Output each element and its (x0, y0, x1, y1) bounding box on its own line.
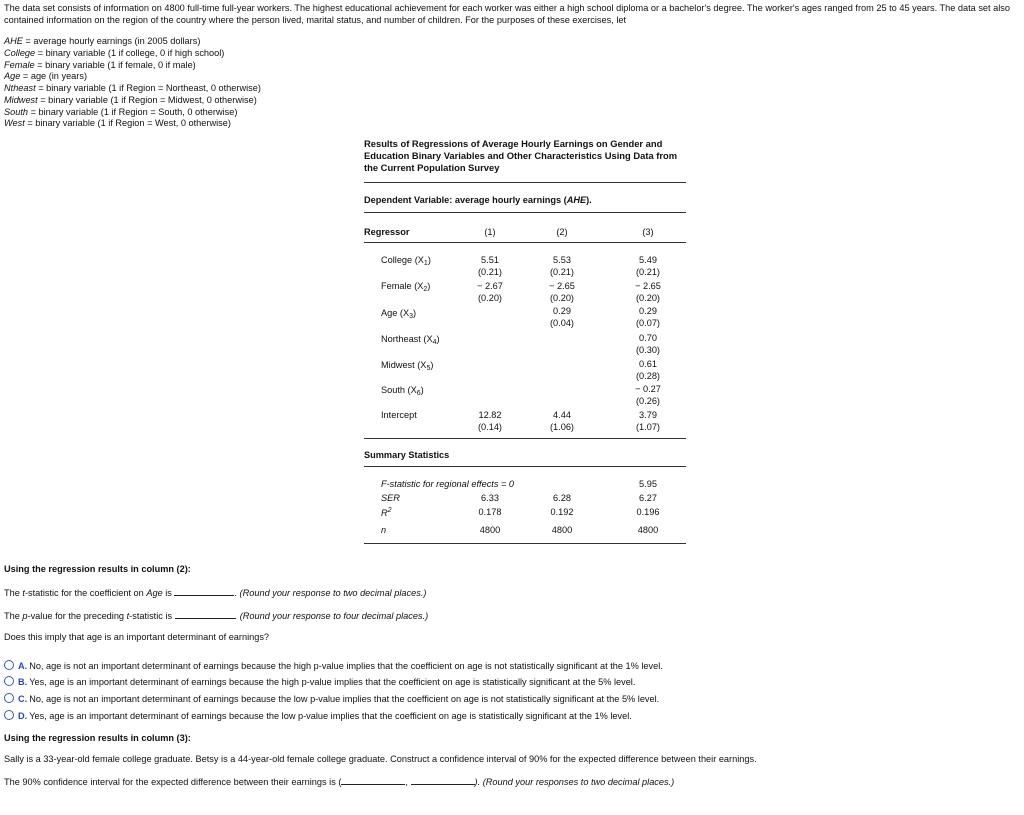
cell-midwest-3: 0.61 (0.28) (635, 359, 660, 381)
definition-west: West = binary variable (1 if Region = West, 0 otherwise) (4, 118, 231, 129)
row-label-college: College $(X_1)$ (381, 255, 431, 267)
cell-female-1: − 2.67 (0.20) (477, 281, 503, 303)
ser-label: SER (381, 493, 400, 503)
table-rule-summary (364, 466, 686, 467)
n-label: n (381, 525, 387, 535)
row-label-age: Age $(X_3)$ (381, 308, 417, 320)
table-rule-summary-top (364, 438, 686, 439)
ci-upper-input[interactable] (411, 775, 475, 785)
regressor-header: Regressor (364, 227, 410, 237)
fstat-label: F-statistic for regional effects = 0 (381, 479, 515, 489)
question-sally-betsy: Sally is a 33-year-old female college graduate. Betsy is a 44-year-old female college graduate. Construct a confidence interval of 90% for the expected difference between their earnings. (4, 754, 757, 764)
p-value-input[interactable] (175, 609, 235, 619)
n-value-1: 4800 (479, 525, 501, 535)
radio-icon[interactable] (4, 676, 14, 686)
row-label-midwest: Midwest $(X_5)$ (381, 360, 434, 372)
section1-header: Using the regression results in column (2): (4, 564, 191, 574)
fstat-value-3: 5.95 (639, 479, 657, 489)
radio-icon[interactable] (4, 710, 14, 720)
option-b[interactable]: B. Yes, age is an important determinant of earnings because the high p-value implies that the coefficient on age is statistically significant at the 5% level. (4, 676, 635, 689)
cell-northeast-3: 0.70 (0.30) (635, 333, 660, 355)
table-rule-top (364, 182, 686, 183)
cell-female-2: − 2.65 (0.20) (549, 281, 575, 303)
cell-female-3: − 2.65 (0.20) (635, 281, 661, 303)
definition-south: South = binary variable (1 if Region = South, 0 otherwise) (4, 106, 238, 117)
intro-text: The data set consists of information on 4800 full-time full-year workers. The highest educational achievement for each worker was either a high school diploma or a bachelor's degree. The worker's ages ranged from 25 to 45 years. The data set also contained information on the region of the country where the person lived, marital status, and number of children. For the purposes of these exercises, let (4, 3, 1010, 25)
option-c[interactable]: C. No, age is not an important determinant of earnings because the low p-value implies that the coefficient on age is not statistically significant at the 5% level. (4, 693, 659, 706)
cell-south-3: − 0.27 (0.26) (635, 384, 661, 406)
question-t-statistic: The t-statistic for the coefficient on Age is . (Round your response to two decimal places.) (4, 588, 427, 598)
row-label-south: South $(X_6)$ (381, 385, 424, 397)
radio-icon[interactable] (4, 660, 14, 670)
definition-ahe: AHE = average hourly earnings (in 2005 dollars) (4, 36, 201, 46)
cell-college-2: 5.53 (0.21) (549, 255, 574, 277)
table-title: Results of Regressions of Average Hourly Earnings on Gender and Education Binary Variables and Other Characteristics Using Data from the Current Population Survey (364, 138, 678, 173)
definition-age: Age = age (in years) (4, 71, 88, 82)
row-label-intercept: Intercept (381, 410, 417, 420)
option-a[interactable]: A. No, age is not an important determinant of earnings because the high p-value implies that the coefficient on age is not statistically significant at the 1% level. (4, 660, 663, 673)
cell-age-2: 0.29 (0.04) (549, 306, 574, 328)
cell-college-1: 5.51 (0.21) (477, 255, 502, 277)
regression-table (364, 138, 686, 548)
cell-intercept-2: 4.44 (1.06) (549, 410, 574, 432)
table-rule-bottom (364, 543, 686, 544)
ser-value-3: 6.27 (639, 493, 657, 503)
definition-college: College = binary variable (1 if college, 0 if high school) (4, 47, 225, 58)
definition-female: Female = binary variable (1 if female, 0 if male) (4, 59, 196, 70)
col-header-3: (3) (642, 227, 654, 237)
summary-header: Summary Statistics (364, 450, 450, 460)
n-value-2: 4800 (551, 525, 573, 535)
table-rule-dep (364, 212, 686, 213)
cell-college-3: 5.49 (0.21) (635, 255, 660, 277)
variable-definitions (4, 36, 261, 130)
ser-value-2: 6.28 (553, 493, 571, 503)
section2-header: Using the regression results in column (3): (4, 733, 191, 743)
r2-label: $R^2$ (381, 507, 392, 518)
table-rule-header (364, 242, 686, 243)
dependent-variable: Dependent Variable: average hourly earnings (AHE). (364, 195, 592, 205)
ci-lower-input[interactable] (341, 775, 405, 785)
ser-value-1: 6.33 (481, 493, 499, 503)
cell-intercept-1: 12.82 (0.14) (477, 410, 502, 432)
r2-value-2: 0.192 (550, 507, 574, 517)
question-importance: Does this imply that age is an important determinant of earnings? (4, 632, 270, 642)
row-label-northeast: Northeast $(X_4)$ (381, 334, 440, 346)
t-statistic-input[interactable] (174, 586, 234, 596)
r2-value-3: 0.196 (636, 507, 660, 517)
cell-intercept-3: 3.79 (1.07) (635, 410, 660, 432)
cell-age-3: 0.29 (0.07) (635, 306, 660, 328)
question-p-value: The p-value for the preceding t-statistic is . (Round your response to four decimal places.) (4, 611, 429, 621)
option-d[interactable]: D. Yes, age is an important determinant of earnings because the low p-value implies that the coefficient on age is statistically significant at the 1% level. (4, 710, 632, 723)
n-value-3: 4800 (637, 525, 659, 535)
question-confidence-interval: The 90% confidence interval for the expected difference between their earnings is ( , ). (Round your responses to two decimal places.) (4, 777, 675, 787)
definition-ntheast: Ntheast = binary variable (1 if Region = Northeast, 0 otherwise) (4, 83, 261, 94)
r2-value-1: 0.178 (478, 507, 502, 517)
radio-icon[interactable] (4, 693, 14, 703)
col-header-1: (1) (484, 227, 496, 237)
col-header-2: (2) (556, 227, 568, 237)
row-label-female: Female $(X_2)$ (381, 281, 431, 293)
definition-midwest: Midwest = binary variable (1 if Region = Midwest, 0 otherwise) (4, 94, 257, 105)
